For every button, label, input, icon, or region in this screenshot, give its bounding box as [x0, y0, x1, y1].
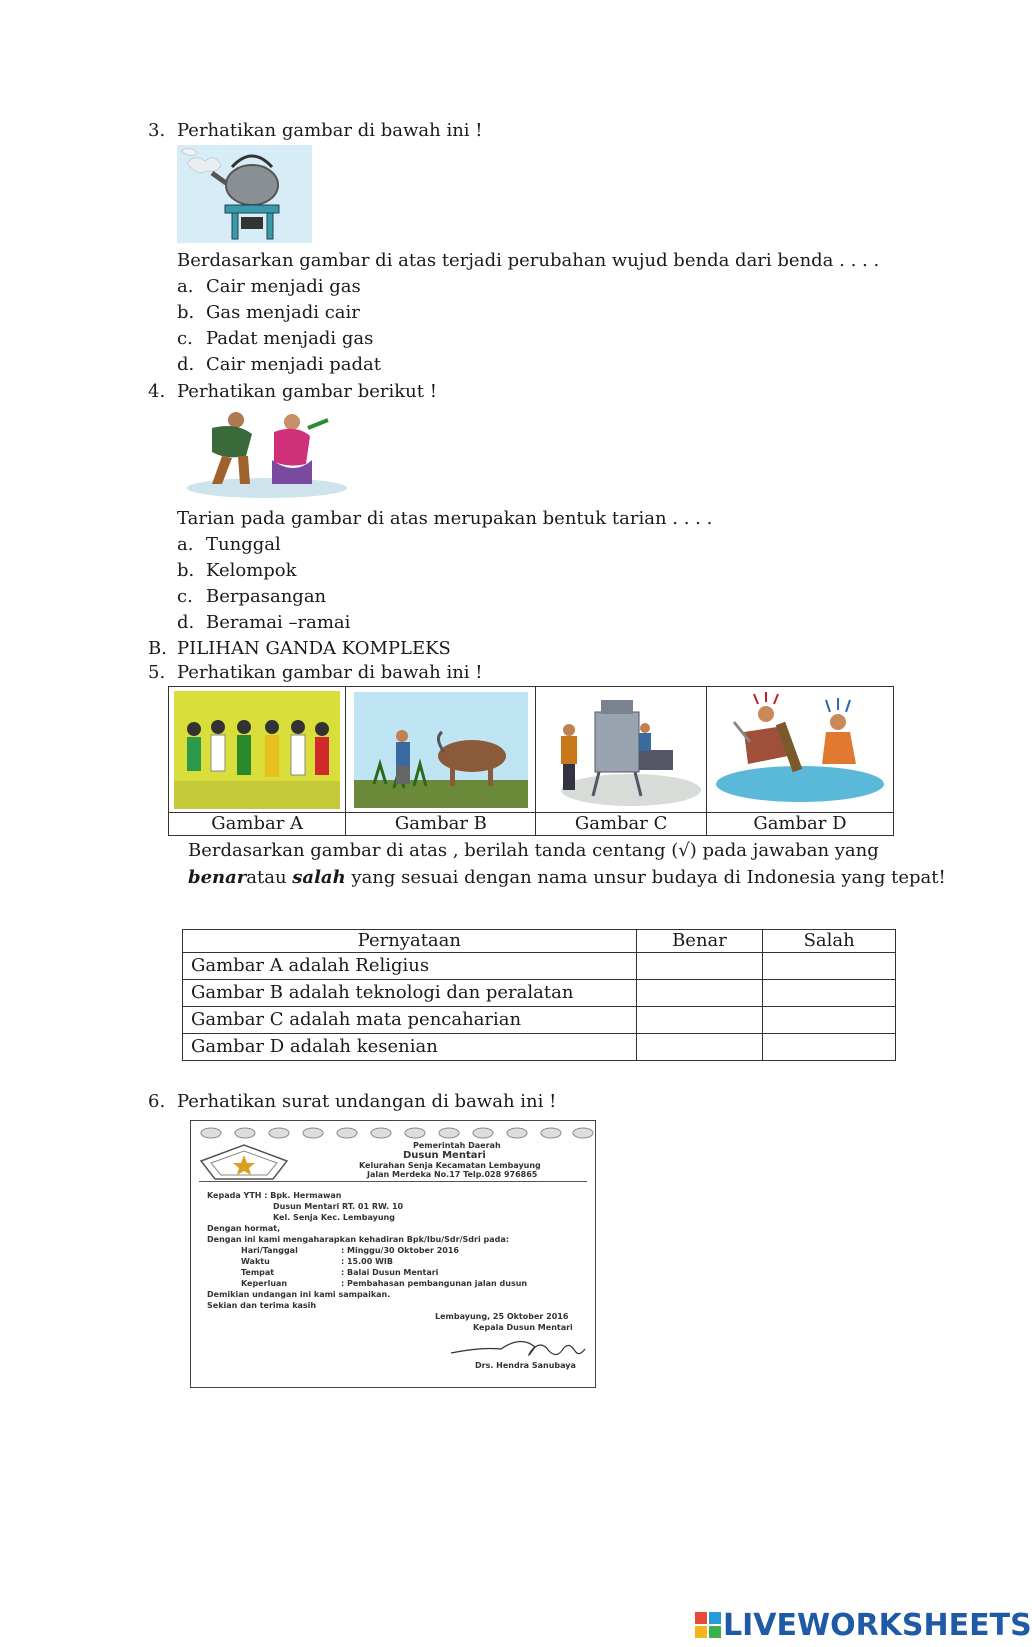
q5-prompt: Perhatikan gambar di bawah ini !: [177, 662, 483, 683]
letter-divider: [199, 1181, 587, 1182]
letter-row-label: Tempat: [241, 1268, 275, 1277]
q4-option-d-letter: d.: [177, 612, 195, 633]
q6-number: 6.: [148, 1091, 166, 1112]
q6-prompt: Perhatikan surat undangan di bawah ini !: [177, 1091, 557, 1112]
q3-option-d-letter: d.: [177, 354, 195, 375]
invitation-letter: [190, 1120, 596, 1388]
section-b-letter: B.: [148, 638, 167, 659]
gambar-d-image: [714, 692, 886, 808]
gambar-c-caption: Gambar C: [536, 813, 706, 836]
letter-greeting: Dengan hormat,: [207, 1224, 281, 1233]
q3-option-b-letter: b.: [177, 302, 195, 323]
q3-prompt: Perhatikan gambar di bawah ini !: [177, 120, 483, 141]
q3-question: Berdasarkan gambar di atas terjadi perubahan wujud benda dari benda . . . .: [177, 250, 880, 271]
letter-header-4: Jalan Merdeka No.17 Telp.028 976865: [367, 1170, 538, 1179]
benar-checkbox[interactable]: [636, 1034, 763, 1061]
benar-checkbox[interactable]: [636, 953, 763, 980]
header-benar: Benar: [636, 930, 763, 953]
gambar-c-cell: [536, 687, 706, 813]
q4-option-b: Kelompok: [206, 560, 297, 581]
letter-row-label: Keperluan: [241, 1279, 288, 1288]
letter-closing-2: Sekian dan terima kasih: [207, 1301, 317, 1310]
letter-signer-name: Drs. Hendra Sanubaya: [475, 1361, 576, 1370]
header-salah: Salah: [763, 930, 896, 953]
q4-option-a: Tunggal: [206, 534, 281, 555]
statement-text: Gambar A adalah Religius: [183, 953, 637, 980]
q5-number: 5.: [148, 662, 166, 683]
letter-row-value: : 15.00 WIB: [341, 1257, 393, 1266]
q4-option-a-letter: a.: [177, 534, 194, 555]
statement-text: Gambar C adalah mata pencaharian: [183, 1007, 637, 1034]
letter-body: Dengan ini kami mengaharapkan kehadiran Bpk/Ibu/Sdr/Sdri pada:: [207, 1235, 509, 1244]
table-row: [183, 1034, 896, 1061]
q4-option-d: Beramai –ramai: [206, 612, 351, 633]
letter-row-value: : Balai Dusun Mentari: [341, 1268, 439, 1277]
q3-number: 3.: [148, 120, 166, 141]
q3-option-d: Cair menjadi padat: [206, 354, 381, 375]
gambar-a-image: [174, 691, 340, 809]
signature-icon: [449, 1331, 589, 1361]
gambar-d-cell: [706, 687, 893, 813]
table-row: [183, 1007, 896, 1034]
q4-option-b-letter: b.: [177, 560, 195, 581]
gambar-b-caption: Gambar B: [346, 813, 536, 836]
q4-prompt: Perhatikan gambar berikut !: [177, 381, 437, 402]
letter-header-1: Pemerintah Daerah: [413, 1141, 501, 1150]
instruction-mid: atau: [246, 867, 293, 888]
q3-option-b: Gas menjadi cair: [206, 302, 360, 323]
kettle-stove-image: [177, 145, 312, 243]
q4-option-c-letter: c.: [177, 586, 193, 607]
liveworksheets-logo-icon: [695, 1612, 721, 1638]
bold-benar: benar: [188, 867, 247, 888]
statement-text: Gambar B adalah teknologi dan peralatan: [183, 980, 637, 1007]
table-row: [183, 980, 896, 1007]
salah-checkbox[interactable]: [763, 1034, 896, 1061]
q3-option-a-letter: a.: [177, 276, 194, 297]
garuda-emblem-icon: [197, 1143, 291, 1181]
salah-checkbox[interactable]: [763, 980, 896, 1007]
benar-checkbox[interactable]: [636, 980, 763, 1007]
binder-holes: [191, 1125, 595, 1141]
q5-image-table: [168, 686, 894, 836]
q5-instruction-line-2: [188, 867, 946, 889]
letter-header-3: Kelurahan Senja Kecamatan Lembayung: [359, 1161, 541, 1170]
instruction-rest: yang sesuai dengan nama unsur budaya di Indonesia yang tepat!: [345, 867, 946, 888]
gambar-b-image: [354, 692, 528, 808]
letter-row-label: Waktu: [241, 1257, 270, 1266]
letter-to-3: Kel. Senja Kec. Lembayung: [273, 1213, 395, 1222]
letter-to-1: Kepada YTH : Bpk. Hermawan: [207, 1191, 342, 1200]
statement-table: [182, 929, 896, 1061]
q5-instruction-line-1: Berdasarkan gambar di atas , berilah tanda centang (√) pada jawaban yang: [188, 840, 879, 861]
section-b-title: PILIHAN GANDA KOMPLEKS: [177, 638, 451, 659]
q3-option-a: Cair menjadi gas: [206, 276, 361, 297]
statement-text: Gambar D adalah kesenian: [183, 1034, 637, 1061]
q4-question: Tarian pada gambar di atas merupakan bentuk tarian . . . .: [177, 508, 713, 529]
letter-row-label: Hari/Tanggal: [241, 1246, 298, 1255]
q3-option-c-letter: c.: [177, 328, 193, 349]
gambar-b-cell: [346, 687, 536, 813]
salah-checkbox[interactable]: [763, 1007, 896, 1034]
letter-row-value: : Minggu/30 Oktober 2016: [341, 1246, 459, 1255]
letter-header-2: Dusun Mentari: [403, 1150, 486, 1161]
letter-to-2: Dusun Mentari RT. 01 RW. 10: [273, 1202, 404, 1211]
letter-row-value: : Pembahasan pembangunan jalan dusun: [341, 1279, 528, 1288]
bold-salah: salah: [292, 867, 346, 888]
q3-option-c: Padat menjadi gas: [206, 328, 374, 349]
letter-closing-1: Demikian undangan ini kami sampaikan.: [207, 1290, 391, 1299]
brand-text: LIVEWORKSHEETS: [723, 1607, 1032, 1643]
header-pernyataan: Pernyataan: [183, 930, 637, 953]
letter-signer-title: Kepala Dusun Mentari: [473, 1323, 573, 1332]
salah-checkbox[interactable]: [763, 953, 896, 980]
letter-date: Lembayung, 25 Oktober 2016: [435, 1312, 569, 1321]
benar-checkbox[interactable]: [636, 1007, 763, 1034]
dancers-image: [182, 408, 352, 500]
gambar-d-caption: Gambar D: [706, 813, 893, 836]
liveworksheets-brand[interactable]: [695, 1607, 1032, 1643]
table-row: [183, 953, 896, 980]
q4-number: 4.: [148, 381, 166, 402]
gambar-a-caption: Gambar A: [169, 813, 346, 836]
gambar-c-image: [541, 692, 701, 808]
q4-option-c: Berpasangan: [206, 586, 327, 607]
gambar-a-cell: [169, 687, 346, 813]
